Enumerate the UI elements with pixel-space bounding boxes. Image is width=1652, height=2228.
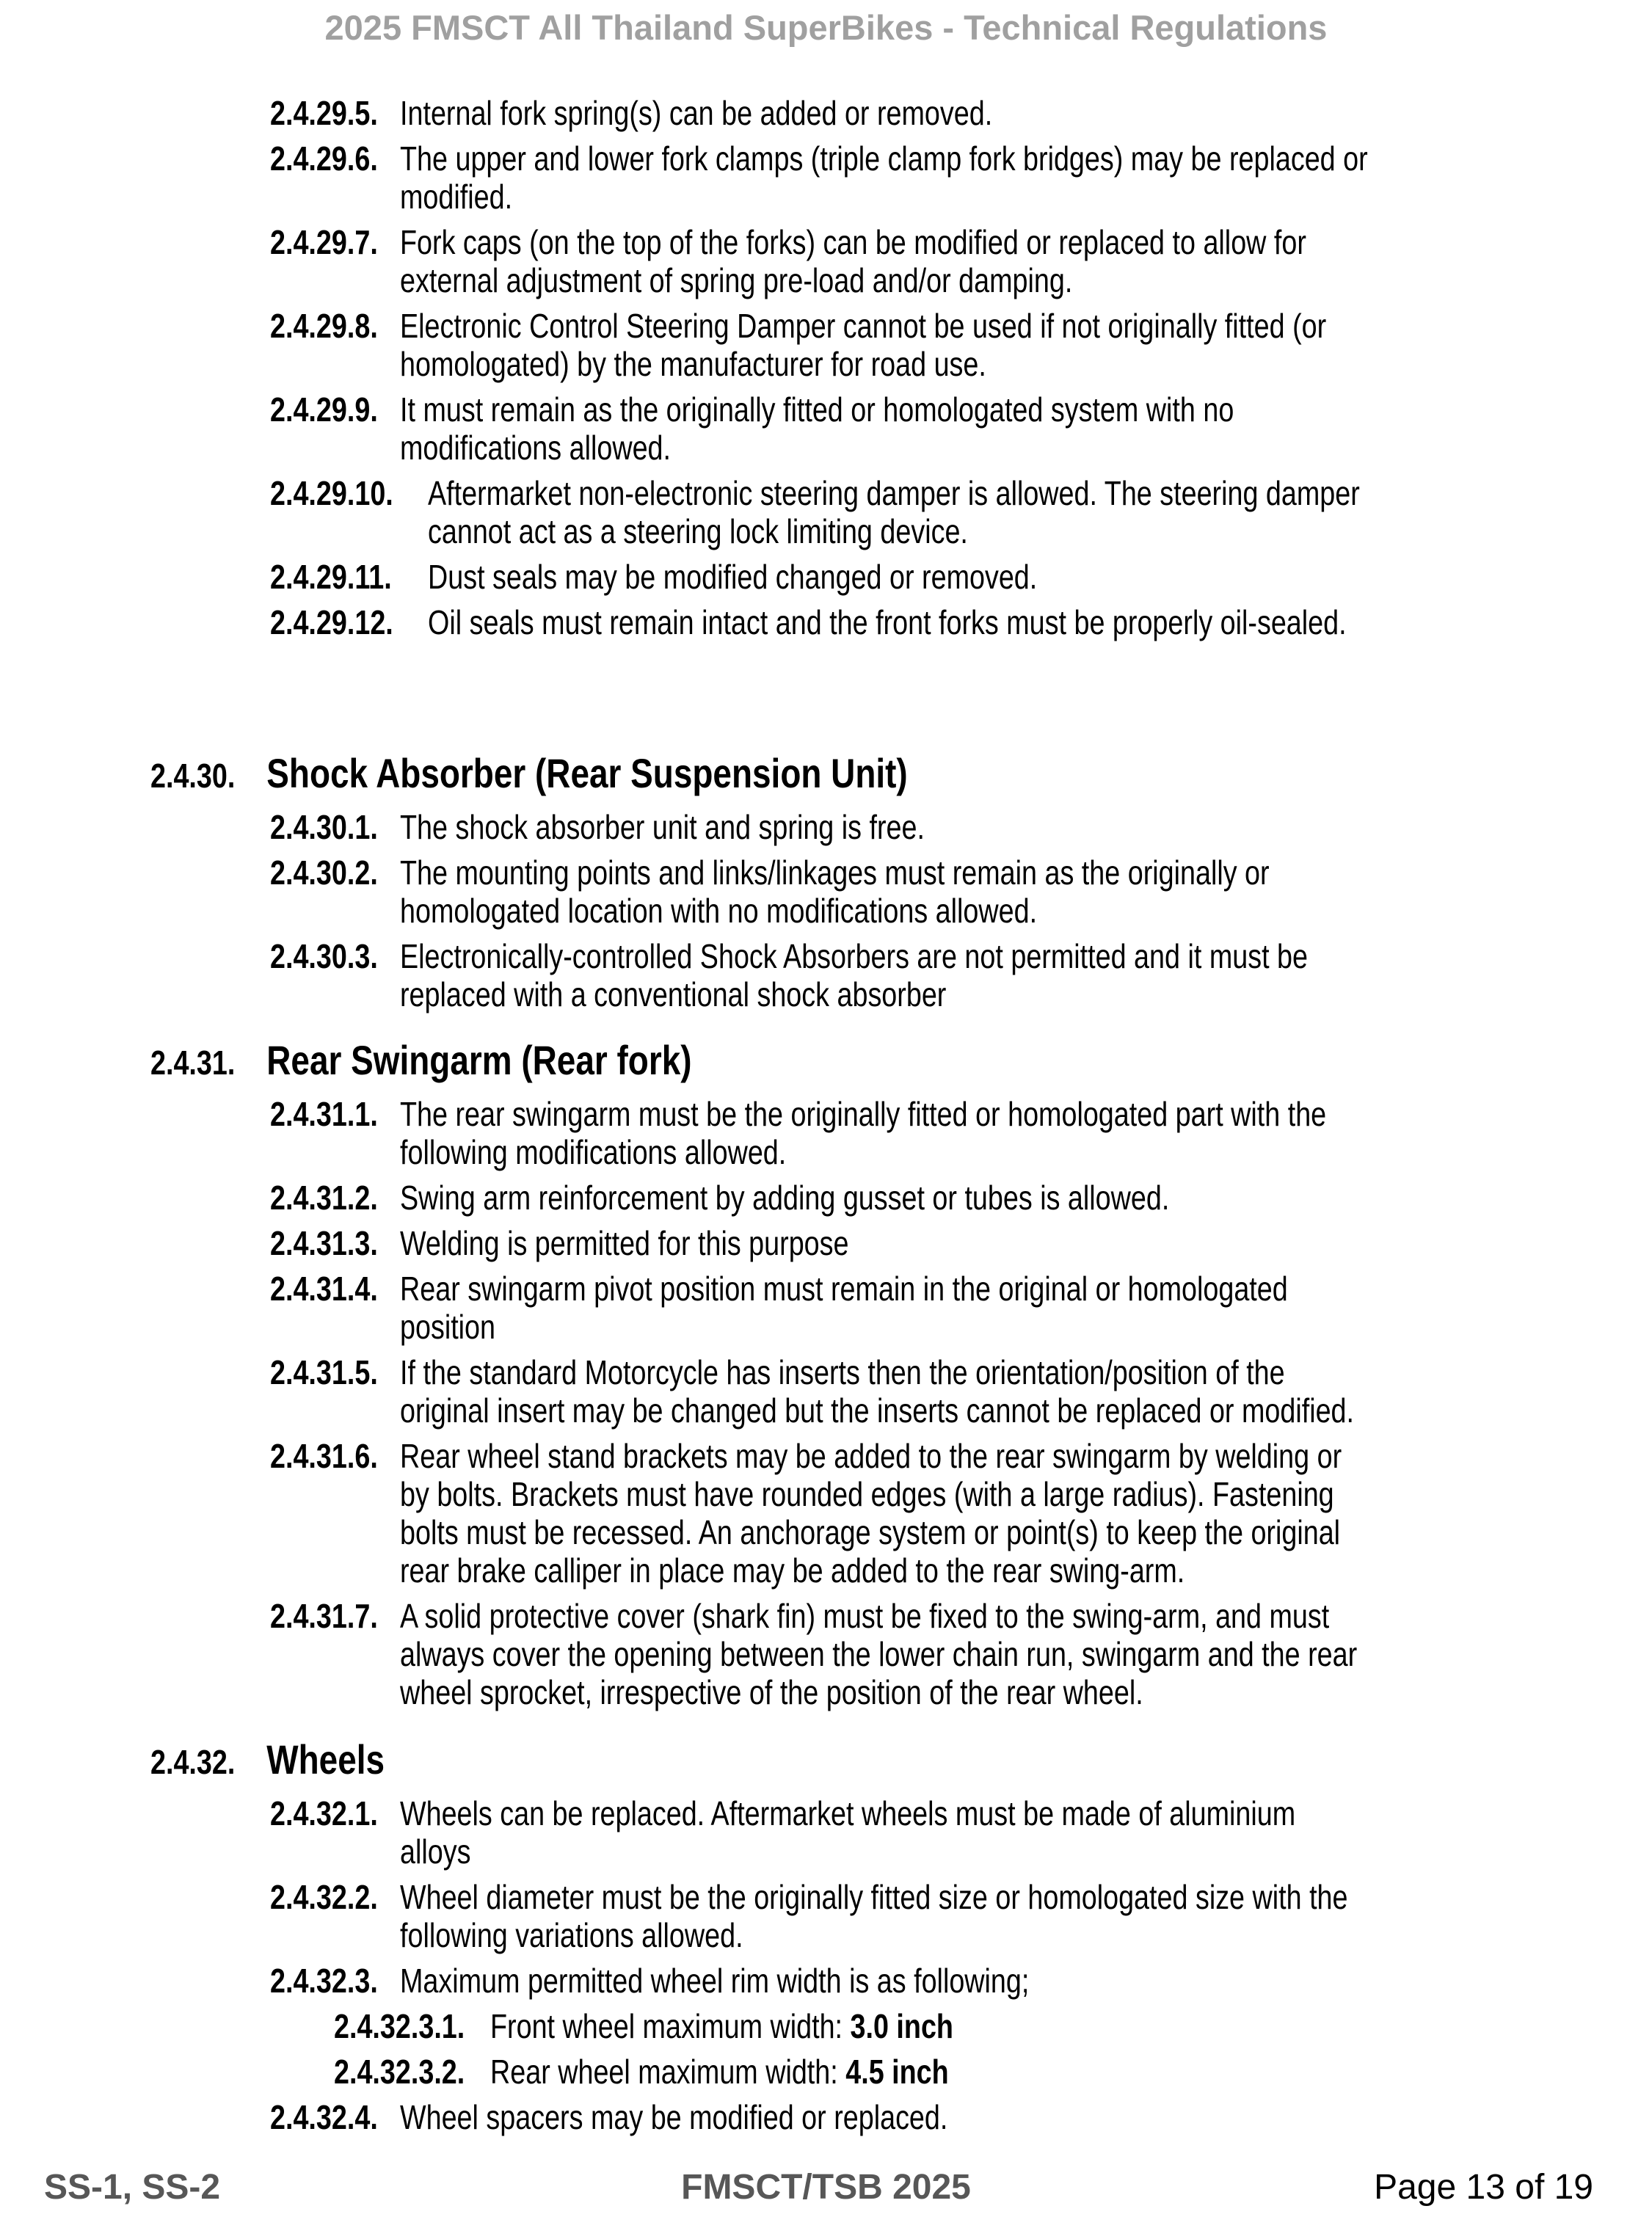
item-text [400,853,1564,930]
line-text: Front wheel maximum width: [490,2007,851,2045]
regulation-line: external adjustment of spring pre-load and/or damping. [400,261,1073,299]
item-number: 2.4.32.3.1. [334,2007,465,2045]
item-text [400,2098,1564,2136]
item-text [400,937,1564,1013]
regulation-item [0,1095,1652,1171]
regulation-line: Wheels can be replaced. Aftermarket wheels must be made of aluminium [400,1794,1296,1832]
regulation-line: Wheel diameter must be the originally fitted size or homologated size with the [400,1878,1348,1916]
regulation-line: modifications allowed. [400,429,672,467]
item-text [400,1962,1564,2000]
regulation-line: following variations allowed. [400,1916,743,1954]
regulation-line: bolts must be recessed. An anchorage system or point(s) to keep the original [400,1513,1341,1551]
item-number: 2.4.31.7. [270,1597,378,1635]
item-number: 2.4.31.6. [270,1437,378,1475]
regulation-item [0,1179,1652,1217]
regulation-item [0,223,1652,299]
item-number: 2.4.29.8. [270,307,378,345]
regulation-line: homologated location with no modifications allowed. [400,892,1038,930]
regulation-item [0,853,1652,930]
regulation-line: by bolts. Brackets must have rounded edges (with a large radius). Fastening [400,1475,1334,1513]
regulation-line: Wheel spacers may be modified or replaced. [400,2098,948,2136]
regulation-line: Electronic Control Steering Damper cannot be used if not originally fitted (or [400,307,1327,345]
line-text: Rear wheel maximum width: [490,2053,846,2091]
regulation-line: rear brake calliper in place may be added to the rear swing-arm. [400,1551,1185,1590]
regulation-item [0,603,1652,641]
regulation-line: original insert may be changed but the inserts cannot be replaced or modified. [400,1391,1355,1430]
regulation-line: following modifications allowed. [400,1133,787,1171]
item-text [400,808,1564,846]
section-heading [150,750,1382,799]
regulation-line: The rear swingarm must be the originally fitted or homologated part with the [400,1095,1327,1133]
item-number: 2.4.29.11. [270,558,392,596]
regulation-item [0,2053,1652,2091]
regulation-item [0,1353,1652,1430]
regulation-item [0,808,1652,846]
item-text [400,390,1564,467]
regulation-line: It must remain as the originally fitted or homologated system with no [400,390,1234,429]
regulation-line: If the standard Motorcycle has inserts then the orientation/position of the [400,1353,1285,1391]
regulation-line: Aftermarket non-electronic steering damper is allowed. The steering damper [428,474,1360,512]
item-text [400,223,1564,299]
regulation-line: Rear swingarm pivot position must remain in the original or homologated [400,1270,1288,1308]
regulation-item [0,2098,1652,2136]
regulation-line: cannot act as a steering lock limiting device. [428,512,968,550]
regulation-line: Dust seals may be modified changed or removed. [428,558,1038,596]
regulation-item [0,1437,1652,1590]
item-text [490,2053,1564,2091]
item-number: 2.4.29.7. [270,223,378,261]
item-number: 2.4.31.4. [270,1270,378,1308]
regulation-line: Welding is permitted for this purpose [400,1224,849,1262]
item-text [400,1353,1564,1430]
section [0,1736,1652,2136]
item-text [400,1437,1564,1590]
regulation-line: Rear wheel stand brackets may be added to the rear swingarm by welding or [400,1437,1342,1475]
section-number: 2.4.30. [150,757,236,795]
regulation-item [0,558,1652,596]
regulation-item [0,937,1652,1013]
regulation-item [0,1597,1652,1711]
item-text [400,94,1564,132]
item-number: 2.4.31.2. [270,1179,378,1217]
regulation-line: homologated) by the manufacturer for road use. [400,345,986,383]
section [0,750,1652,1013]
footer-class-label: SS-1, SS-2 [44,2168,221,2207]
item-text [400,1597,1564,1711]
item-number: 2.4.29.6. [270,139,378,178]
regulation-line: The mounting points and links/linkages must remain as the originally or [400,853,1270,892]
regulation-item [0,390,1652,467]
section-number: 2.4.31. [150,1044,236,1082]
item-text [400,139,1564,216]
item-text [428,558,1564,596]
regulation-line: alloys [400,1832,471,1871]
item-number: 2.4.29.9. [270,390,378,429]
item-number: 2.4.32.4. [270,2098,378,2136]
regulation-item [0,1962,1652,2000]
regulation-line: Swing arm reinforcement by adding gusset or tubes is allowed. [400,1179,1170,1217]
item-number: 2.4.31.1. [270,1095,378,1133]
item-number: 2.4.31.5. [270,1353,378,1391]
item-number: 2.4.30.2. [270,853,378,892]
footer-doc-code: FMSCT/TSB 2025 [681,2168,971,2207]
line-bold-value: 3.0 inch [850,2007,953,2045]
item-text [400,307,1564,383]
item-number: 2.4.32.2. [270,1878,378,1916]
item-number: 2.4.29.5. [270,94,378,132]
line-bold-value: 4.5 inch [845,2053,949,2091]
section-title: Rear Swingarm (Rear fork) [266,1037,692,1083]
regulations-content [0,94,1652,2144]
regulation-line: The shock absorber unit and spring is free. [400,808,925,846]
regulation-item [0,307,1652,383]
section-title: Wheels [266,1736,385,1783]
section [0,94,1652,641]
item-text [400,1095,1564,1171]
item-text [400,1224,1564,1262]
item-text [428,474,1564,550]
regulation-item [0,1224,1652,1262]
page-title: 2025 FMSCT All Thailand SuperBikes - Technical Regulations [324,8,1328,47]
item-number: 2.4.30.3. [270,937,378,975]
regulation-item [0,94,1652,132]
regulation-line: Electronically-controlled Shock Absorbers are not permitted and it must be [400,937,1308,975]
section-number: 2.4.32. [150,1743,236,1781]
item-text [400,1878,1564,1954]
regulation-line: wheel sprocket, irrespective of the position of the rear wheel. [400,1673,1143,1711]
regulation-line: Internal fork spring(s) can be added or removed. [400,94,993,132]
item-text [400,1794,1564,1871]
regulation-item [0,139,1652,216]
item-number: 2.4.32.3.2. [334,2053,465,2091]
regulation-line: position [400,1308,496,1346]
regulation-item [0,1270,1652,1346]
item-text [400,1270,1564,1346]
item-number: 2.4.32.1. [270,1794,378,1832]
regulation-line: Fork caps (on the top of the forks) can be modified or replaced to allow for [400,223,1306,261]
footer-page-number: Page 13 of 19 [1374,2168,1593,2207]
regulation-line: A solid protective cover (shark fin) must be fixed to the swing-arm, and must [400,1597,1330,1635]
regulation-line [490,2007,1371,2045]
item-number: 2.4.29.10. [270,474,393,512]
regulation-line [490,2053,1371,2091]
section-heading [150,1736,1382,1785]
section-heading [150,1037,1382,1086]
section [0,1037,1652,1711]
regulation-item [0,1878,1652,1954]
regulation-line: Maximum permitted wheel rim width is as following; [400,1962,1030,2000]
regulation-line: modified. [400,178,513,216]
section-title: Shock Absorber (Rear Suspension Unit) [266,750,908,796]
regulation-line: always cover the opening between the lower chain run, swingarm and the rear [400,1635,1358,1673]
regulation-line: The upper and lower fork clamps (triple clamp fork bridges) may be replaced or [400,139,1368,178]
item-number: 2.4.32.3. [270,1962,378,2000]
regulation-item [0,2007,1652,2045]
regulation-line: Oil seals must remain intact and the front forks must be properly oil-sealed. [428,603,1347,641]
item-number: 2.4.30.1. [270,808,378,846]
item-text [400,1179,1564,1217]
item-text [428,603,1564,641]
item-number: 2.4.31.3. [270,1224,378,1262]
regulation-line: replaced with a conventional shock absorber [400,975,947,1013]
regulation-item [0,1794,1652,1871]
regulation-item [0,474,1652,550]
item-text [490,2007,1564,2045]
item-number: 2.4.29.12. [270,603,393,641]
